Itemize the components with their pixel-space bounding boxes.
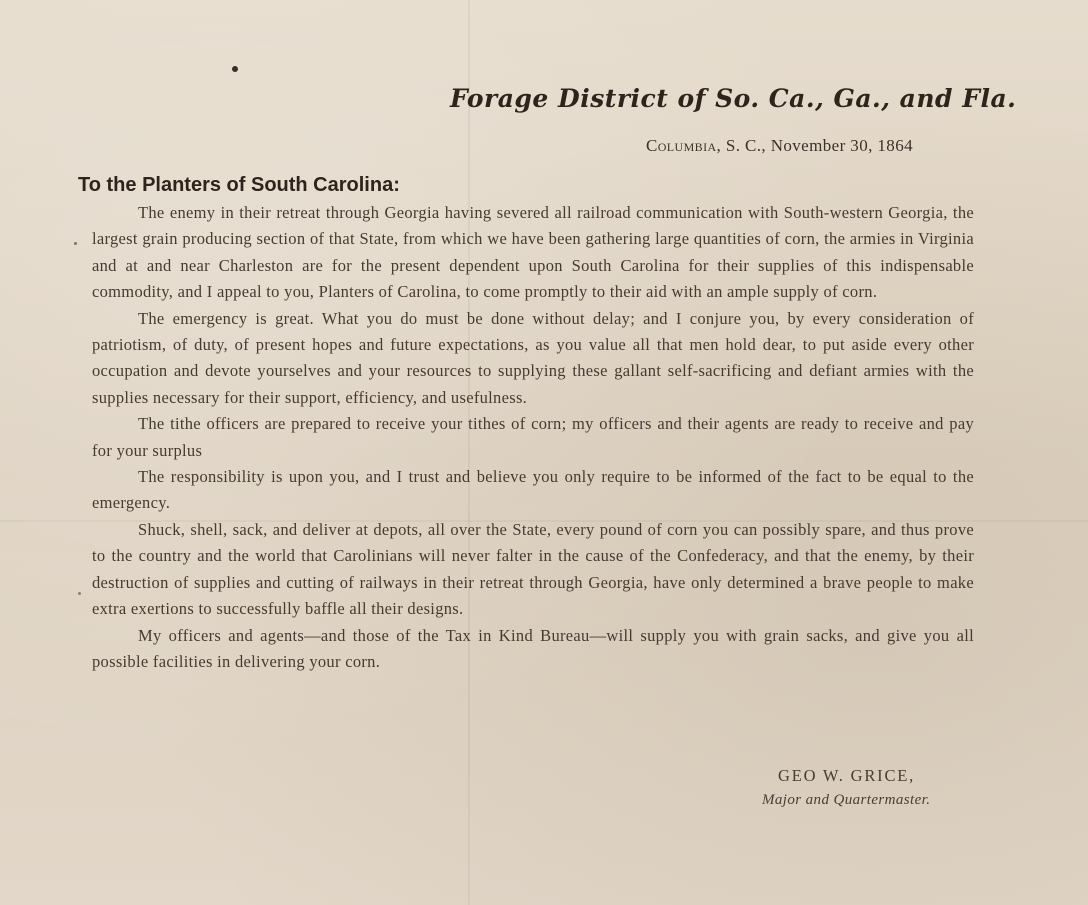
paragraph: The responsibility is upon you, and I trust and believe you only require to be informed of the fact to be equal to the emergency. bbox=[92, 467, 974, 513]
dateline-place: Columbia bbox=[646, 136, 717, 155]
paragraph: The enemy in their retreat through Georgia having severed all railroad communication with South-western Georgia, the largest grain producing section of that State, from which we have been gathering large quantities of corn, the armies in Virginia and at and near Charleston are for the present dependent upon South Carolina for their supplies of this indispensable commodity, and I appeal to you, Planters of Carolina, to come promptly to their aid with an ample supply of corn. bbox=[92, 203, 974, 302]
document-heading: Forage District of So. Ca., Ga., and Fla. bbox=[450, 84, 1017, 113]
paragraph: Shuck, shell, sack, and deliver at depots, all over the State, every pound of corn you can possibly spare, and thus prove to the country and the world that Carolinians will never falter in the cause of the Confederacy, and that the enemy, by their destruction of supplies and cutting of railways in their retreat through Georgia, have only determined a brave people to make extra exertions to successfully baffle all their designs. bbox=[92, 519, 974, 619]
signature-name: GEO W. GRICE, bbox=[778, 766, 916, 785]
ink-speck bbox=[74, 242, 77, 245]
ink-speck bbox=[78, 592, 81, 595]
salutation: To the Planters of South Carolina: bbox=[78, 174, 400, 196]
paragraph: The emergency is great. What you do must be done without delay; and I conjure you, by every consideration of patriotism, of duty, of present hopes and future expectations, as you value all that men hold dear, to put aside every other occupation and devote yourselves and your resources to supplying these gallant self-sacrificing and defiant armies with the supplies necessary for their support, efficiency, and usefulness. bbox=[92, 308, 974, 407]
dateline bbox=[646, 136, 913, 156]
letter-body bbox=[92, 200, 974, 675]
ink-speck bbox=[232, 66, 238, 72]
paragraph: My officers and agents—and those of the Tax in Kind Bureau—will supply you with grain sacks, and give you all possible facilities in delivering your corn. bbox=[92, 625, 974, 671]
paragraph: The tithe officers are prepared to receive your tithes of corn; my officers and their agents are ready to receive and pay for your surplus bbox=[92, 414, 974, 460]
signature-title: Major and Quartermaster. bbox=[762, 792, 931, 808]
dateline-date: , S. C., November 30, 1864 bbox=[716, 136, 913, 155]
